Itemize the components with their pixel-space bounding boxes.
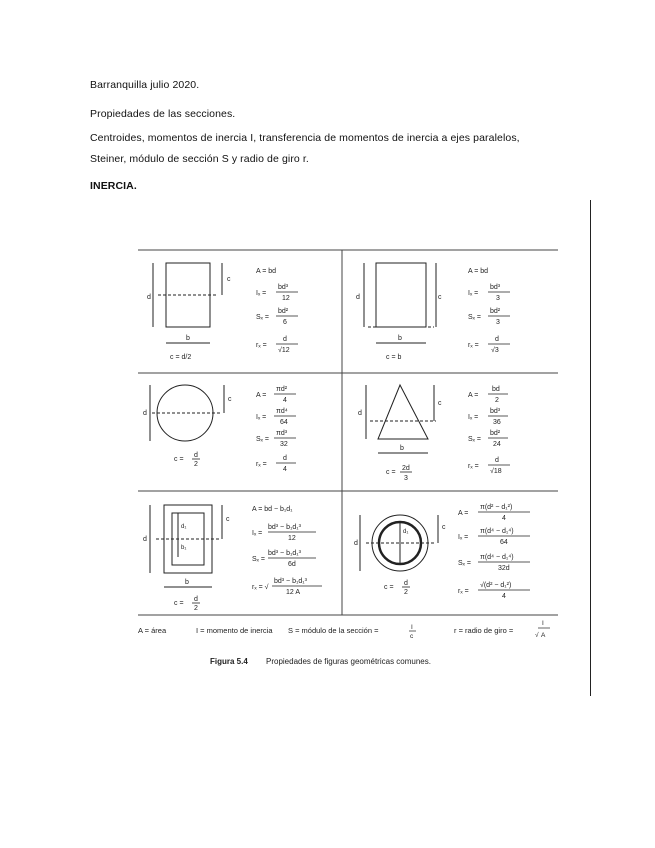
area-label: A = [468, 392, 479, 399]
dim-d-label: d [356, 294, 360, 301]
c-value-den: 2 [194, 461, 198, 468]
radius-num: bd³ − b₁d₁³ [274, 578, 307, 585]
c-value-den: 2 [194, 605, 198, 612]
figure-caption-text: Propiedades de figuras geométricas comunes. [266, 657, 431, 666]
dim-d-label: d [358, 410, 362, 417]
properties-figure [138, 243, 570, 673]
area-label: A = [256, 392, 267, 399]
section-modulus-label: Sₓ = [468, 436, 481, 443]
rectangle-shape [376, 263, 426, 327]
legend-radius-num: I [542, 620, 544, 627]
cell-circle [150, 385, 224, 441]
inertia-num: bd³ − b₁d₁³ [268, 524, 301, 531]
inertia-num: bd³ [490, 408, 501, 415]
inertia-den: 64 [280, 419, 288, 426]
legend-area: A = área [138, 626, 167, 635]
section-modulus-den: 6 [283, 319, 287, 326]
radius-label: rₓ = [468, 342, 479, 349]
dim-b-label: b [186, 335, 190, 342]
section-modulus-den: 32 [280, 441, 288, 448]
area-den: 4 [502, 515, 506, 522]
cell-rectangle-centroid [153, 263, 222, 343]
dim-d1-label: d₁ [403, 529, 409, 535]
radius-den: √3 [491, 347, 499, 354]
section-modulus-label: Sₓ = [256, 436, 269, 443]
section-heading: INERCIA. [90, 180, 137, 192]
radius-label: rₓ = [458, 588, 469, 595]
section-modulus-num: bd² [278, 308, 289, 315]
c-value: c = d/2 [170, 354, 192, 361]
section-modulus-den: 3 [496, 319, 500, 326]
c-value-prefix: c = [174, 600, 184, 607]
section-modulus-label: Sₓ = [252, 556, 265, 563]
radius-label: rₓ = [256, 461, 267, 468]
header-description-line2: Steiner, módulo de sección S y radio de giro r. [90, 153, 309, 165]
legend-section-modulus: S = módulo de la sección = [288, 626, 379, 635]
dim-b-label: b [398, 335, 402, 342]
radius-den: 4 [502, 593, 506, 600]
radius-den: 4 [283, 466, 287, 473]
section-modulus-den: 6d [288, 561, 296, 568]
dim-d-label: d [143, 410, 147, 417]
c-value-prefix: c = [384, 584, 394, 591]
dim-d-label: d [143, 536, 147, 543]
margin-rule [590, 200, 591, 696]
area-formula: A = bd [256, 268, 277, 275]
radius-label: rₓ = [468, 463, 479, 470]
section-modulus-num: bd² [490, 430, 501, 437]
c-value-num: 2d [402, 465, 410, 472]
header-description-line1: Centroides, momentos de inercia I, transferencia de momentos de inercia a ejes paralelos, [90, 132, 520, 144]
c-value: c = b [386, 354, 402, 361]
inertia-num: bd³ [278, 284, 289, 291]
legend-radius-sqrt: √ [535, 632, 539, 639]
section-modulus-label: Sₓ = [458, 560, 471, 567]
figure-caption-label: Figura 5.4 [210, 657, 248, 666]
section-modulus-label: Sₓ = [468, 314, 481, 321]
inertia-den: 64 [500, 539, 508, 546]
c-value-num: d [194, 452, 198, 459]
inertia-label: Iₓ = [468, 290, 479, 297]
area-den: 2 [495, 397, 499, 404]
area-num: πd² [276, 386, 288, 393]
area-label: A = [458, 510, 469, 517]
c-value-den: 3 [404, 475, 408, 482]
inertia-label: Iₓ = [468, 414, 479, 421]
dim-b1-label: b₁ [181, 545, 187, 551]
legend-section-modulus-den: c [410, 633, 414, 640]
inertia-den: 12 [282, 295, 290, 302]
dim-b-label: b [400, 445, 404, 452]
dim-c-label: c [442, 524, 446, 531]
dim-c-label: c [438, 400, 442, 407]
inertia-den: 36 [493, 419, 501, 426]
dim-d1-label: d₁ [181, 524, 187, 530]
radius-den: √12 [278, 347, 290, 354]
radius-label: rₓ = [256, 342, 267, 349]
legend-section-modulus-num: I [411, 624, 413, 631]
dim-b-label: b [185, 579, 189, 586]
inertia-num: bd³ [490, 284, 501, 291]
area-num: π(d² − d₁²) [480, 504, 513, 511]
inertia-label: Iₓ = [256, 414, 267, 421]
radius-num: d [283, 455, 287, 462]
cell-rectangle-base [364, 263, 436, 343]
c-value-den: 2 [404, 589, 408, 596]
section-modulus-den: 32d [498, 565, 510, 572]
inertia-den: 3 [496, 295, 500, 302]
inertia-num: πd⁴ [276, 408, 288, 415]
radius-num: d [283, 336, 287, 343]
inertia-num: π(d⁴ − d₁⁴) [480, 528, 514, 535]
section-modulus-den: 24 [493, 441, 501, 448]
c-value-prefix: c = [386, 469, 396, 476]
section-modulus-num: bd² [490, 308, 501, 315]
cell-triangle [366, 385, 436, 453]
radius-num: √(d² − d₁²) [480, 582, 512, 589]
area-formula: A = bd − b₁d₁ [252, 506, 293, 513]
c-value-prefix: c = [174, 456, 184, 463]
section-modulus-num: πd³ [276, 430, 288, 437]
area-formula: A = bd [468, 268, 489, 275]
dim-c-label: c [438, 294, 442, 301]
area-den: 4 [283, 397, 287, 404]
header-subtitle: Propiedades de las secciones. [90, 108, 236, 120]
section-modulus-label: Sₓ = [256, 314, 269, 321]
radius-num: d [495, 457, 499, 464]
dim-c-label: c [226, 516, 230, 523]
dim-d-label: d [354, 540, 358, 547]
section-modulus-num: π(d⁴ − d₁⁴) [480, 554, 514, 561]
cell-hollow-circle [360, 515, 438, 571]
dim-c-label: c [227, 276, 231, 283]
dim-c-label: c [228, 396, 232, 403]
radius-num: d [495, 336, 499, 343]
c-value-num: d [194, 596, 198, 603]
inertia-den: 12 [288, 535, 296, 542]
header-date: Barranquilla julio 2020. [90, 79, 200, 91]
dim-d-label: d [147, 294, 151, 301]
section-modulus-num: bd³ − b₁d₁³ [268, 550, 301, 557]
inertia-label: Iₓ = [252, 530, 263, 537]
legend-radius: r = radio de giro = [454, 626, 514, 635]
inertia-label: Iₓ = [256, 290, 267, 297]
c-value-num: d [404, 580, 408, 587]
legend-radius-den: A [541, 632, 546, 639]
radius-den: 12 A [286, 589, 301, 596]
legend-inertia: I = momento de inercia [196, 626, 273, 635]
area-num: bd [492, 386, 500, 393]
inertia-label: Iₓ = [458, 534, 469, 541]
triangle-shape [378, 385, 428, 439]
radius-den: √18 [490, 468, 502, 475]
radius-label: rₓ = √ [252, 584, 269, 591]
